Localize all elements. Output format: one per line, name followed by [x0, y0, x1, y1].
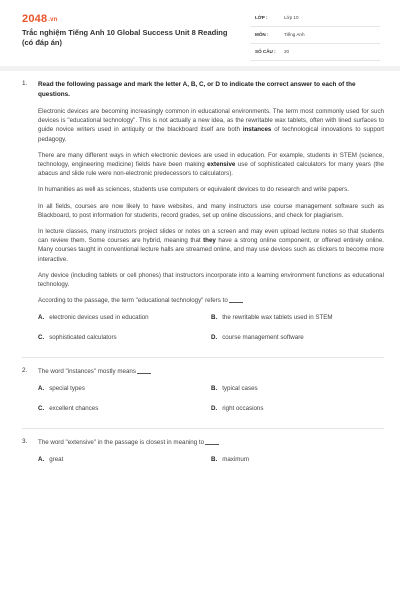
option-b[interactable]: [211, 314, 333, 321]
question-stem: [38, 296, 384, 305]
option-text: the rewritable wax tablets used in STEM: [222, 314, 333, 322]
option-c[interactable]: [38, 405, 98, 412]
answer-blank: [205, 438, 219, 445]
option-letter: B.: [211, 456, 218, 464]
passage-text: Electronic devices are becoming increasingly common in educational environments. The term most commonly used for such devices is "educational technology". This is not actually a new idea, as the rewritable wax tablets, often with lined surfaces to guide novice writers used in antiquity or the blackboard itself are both: [38, 108, 384, 134]
passage-text: have a strong online component, or offered entirely online. Many courses taught in conventional lecture halls are streamed online, and may use devices such as clickers to become more interactive.: [38, 237, 384, 263]
passage-paragraph: [38, 151, 384, 179]
question-stem-text: According to the passage, the term "educational technology" refers to: [38, 297, 228, 305]
passage-text: use of sophisticated calculators for many years (the abacus and slide rule were non-electronic predecessors to calculators).: [38, 161, 384, 178]
option-text: sophisticated calculators: [49, 334, 117, 342]
answer-blank: [229, 296, 243, 303]
meta-value: Tiếng Anh: [284, 32, 305, 37]
question-number: 1.: [22, 80, 28, 87]
logo-text: 2048: [22, 13, 48, 25]
answer-options: [38, 405, 384, 425]
question-stem: [38, 367, 384, 376]
meta-row-subject: [250, 29, 380, 44]
option-a[interactable]: [38, 385, 85, 392]
site-logo[interactable]: [22, 13, 58, 25]
option-text: right occasions: [222, 405, 264, 413]
meta-value: 20: [284, 49, 290, 54]
question-divider: [22, 428, 384, 429]
question-stem: [38, 438, 384, 447]
option-text: excellent chances: [49, 405, 99, 413]
passage-text: There are many different ways in which electronic devices are used in education. For example, students in STEM (science, technology, engineering medicine) fields have been making: [38, 151, 384, 169]
option-letter: A.: [38, 385, 45, 393]
answer-options: [38, 314, 384, 334]
passage-paragraph: In humanities as well as sciences, students use computers or equivalent devices to do research and write papers.: [38, 186, 349, 194]
question-1: [22, 80, 384, 289]
option-letter: D.: [211, 334, 218, 342]
option-a[interactable]: [38, 314, 149, 321]
passage-paragraph: [38, 227, 384, 264]
option-d[interactable]: [211, 405, 263, 412]
question-number: 2.: [22, 367, 28, 375]
option-c[interactable]: [38, 334, 117, 341]
option-text: special types: [49, 385, 85, 393]
meta-key: SỐ CÂU :: [255, 49, 276, 54]
option-letter: B.: [211, 314, 218, 322]
option-letter: A.: [38, 314, 45, 322]
meta-row-count: [250, 46, 380, 61]
header-divider: [0, 66, 400, 71]
question-instruction: Read the following passage and mark the letter A, B, C, or D to indicate the correct answer to each of the questions.: [38, 81, 356, 98]
meta-value: Lớp 10: [284, 15, 299, 20]
option-text: typical cases: [222, 385, 258, 393]
option-text: great: [49, 456, 64, 464]
highlighted-word: instances: [242, 126, 272, 134]
question-2: [22, 367, 384, 376]
meta-table: [250, 12, 380, 63]
answer-blank: [137, 367, 151, 374]
option-a[interactable]: [38, 456, 63, 463]
answer-options: [38, 456, 384, 476]
highlighted-word: extensive: [207, 161, 236, 169]
passage-paragraph: [38, 107, 384, 144]
meta-key: LỚP :: [255, 15, 268, 20]
option-letter: D.: [211, 405, 218, 413]
question-number: 3.: [22, 438, 28, 446]
logo-suffix: .vn: [48, 17, 58, 23]
option-b[interactable]: [211, 456, 249, 463]
option-text: course management software: [222, 334, 304, 342]
question-3: [22, 438, 384, 447]
page-title: Trắc nghiệm Tiếng Anh 10 Global Success Unit 8 Reading (có đáp án): [22, 28, 228, 47]
option-letter: A.: [38, 456, 45, 464]
passage-paragraph: In all fields, courses are now likely to have websites, and many instructors use course management software such as Blackboard, to post information for students, record grades, set up online discussions, and check for plagiarism.: [38, 202, 384, 219]
option-d[interactable]: [211, 334, 304, 341]
option-text: maximum: [222, 456, 250, 464]
reading-passage: [38, 107, 384, 289]
passage-paragraph: Any device (including tablets or cell phones) that instructors incorporate into a learning environment functions as educational technology.: [38, 271, 384, 289]
question-divider: [22, 357, 384, 358]
meta-key: MÔN :: [255, 32, 269, 37]
question-list: [22, 80, 384, 476]
answer-options: [38, 334, 384, 354]
page-header: [0, 0, 400, 66]
option-text: electronic devices used in education: [49, 314, 149, 322]
option-b[interactable]: [211, 385, 258, 392]
option-letter: C.: [38, 405, 45, 413]
passage-text: of technological innovations to support pedagogy.: [38, 126, 384, 143]
highlighted-word: they: [203, 237, 216, 245]
meta-row-class: [250, 12, 380, 27]
passage-text: In lecture classes, many instructors project slides or notes on a screen and may even upload lecture notes so that students can review them. Some courses are hybrid, meaning that: [38, 228, 384, 245]
question-stem-text: The word "extensive" in the passage is closest in meaning to: [38, 439, 205, 447]
answer-options: [38, 385, 384, 405]
question-stem-text: The word "instances" mostly means: [38, 368, 136, 376]
option-letter: C.: [38, 334, 45, 342]
option-letter: B.: [211, 385, 218, 393]
